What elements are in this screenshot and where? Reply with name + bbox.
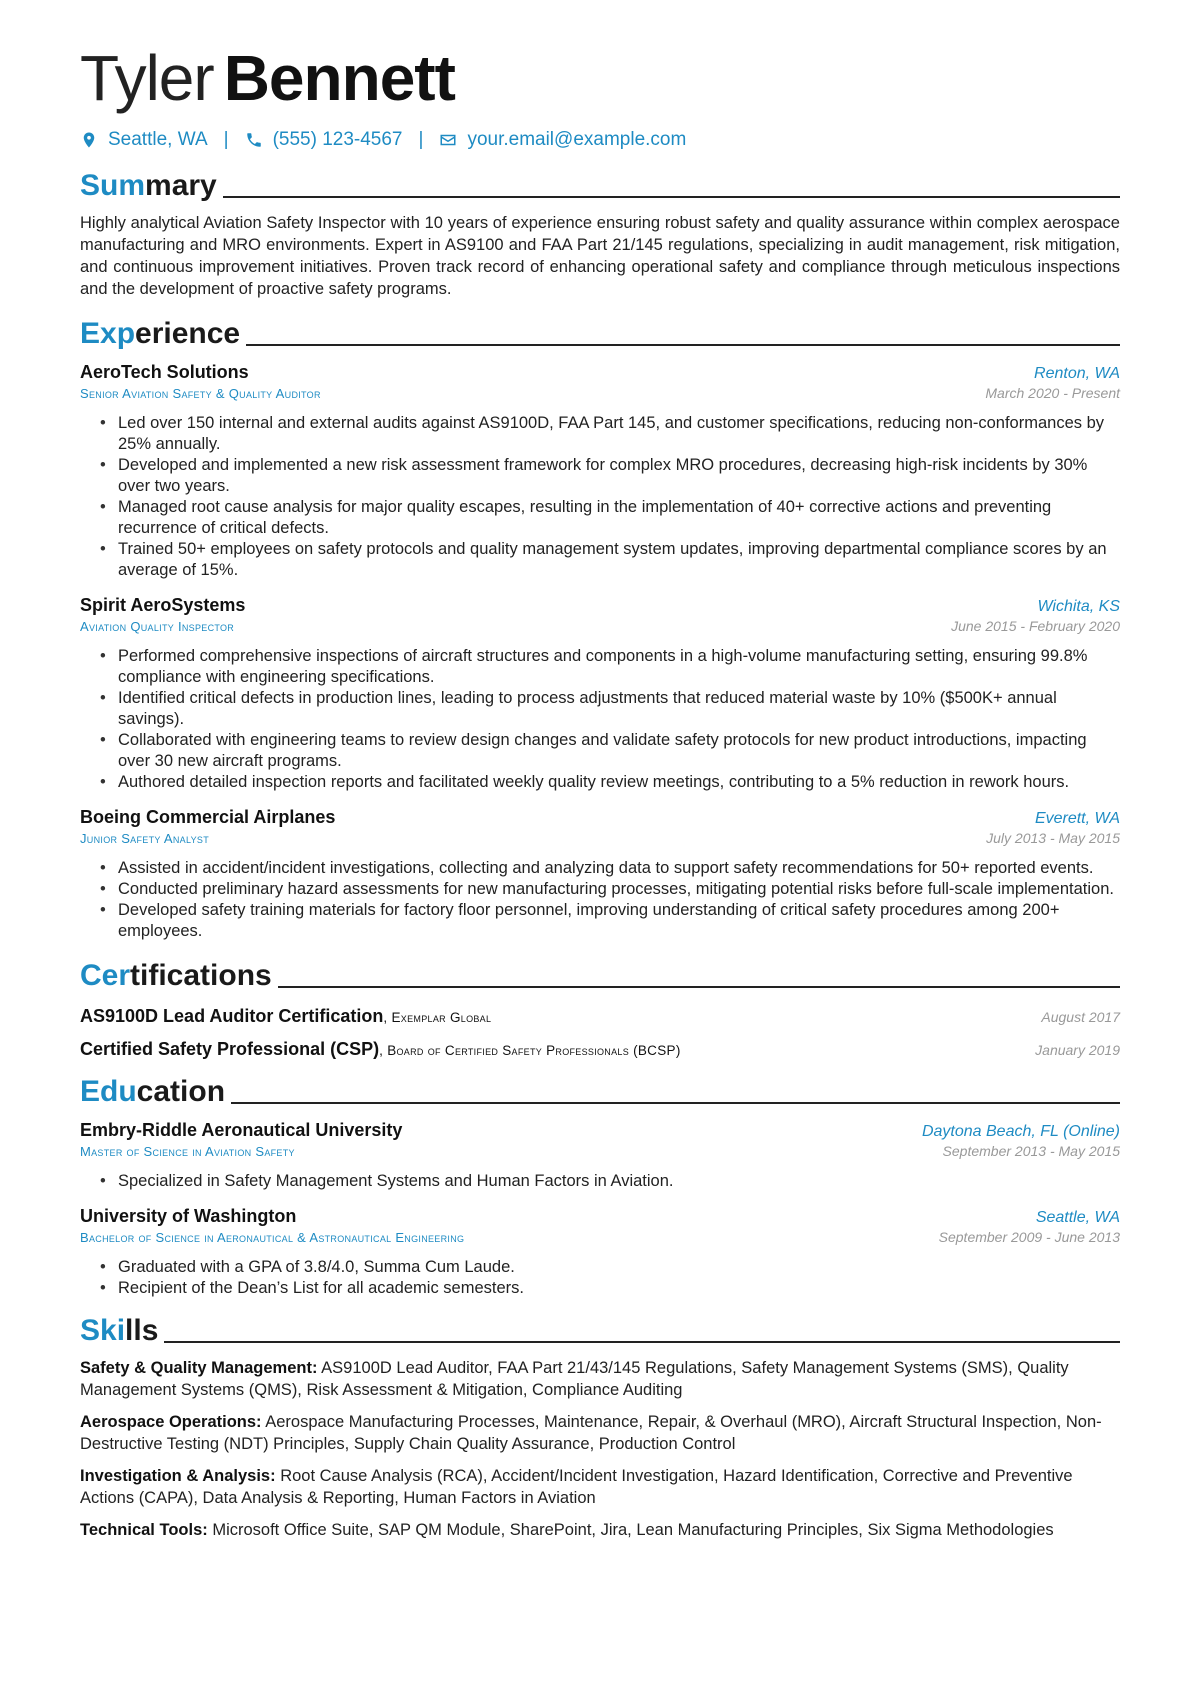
skill-group: [80, 1465, 1120, 1509]
list-item: • Developed and implemented a new risk assessment framework for complex MRO procedures, decreasing high-risk incidents by 30% over two years.: [118, 455, 1120, 497]
skill-list: Microsoft Office Suite, SAP QM Module, SharePoint, Jira, Lean Manufacturing Principles, Six Sigma Methodologies: [212, 1521, 1054, 1539]
job-dates: June 2015 - February 2020: [951, 618, 1120, 634]
skill-category: Aerospace Operations:: [80, 1413, 262, 1431]
section-title-rest: cation: [136, 1075, 226, 1108]
section-title-rest: lls: [125, 1314, 159, 1347]
section-title-accent: Exp: [80, 317, 136, 350]
list-item: • Specialized in Safety Management Systems and Human Factors in Aviation.: [118, 1171, 1120, 1192]
certifications-heading: [80, 954, 1120, 994]
summary-text: Highly analytical Aviation Safety Inspector with 10 years of experience ensuring robust safety and quality assurance within complex aerospace manufacturing and MRO environments. Expert in AS9100 and FAA Part 21/145 regulations, specializing in audit management, risk mitigation, and continuous improvement initiatives. Proven track record of enhancing operational safety and compliance through meticulous inspections and the development of proactive safety programs.: [80, 214, 1120, 298]
list-item: • Authored detailed inspection reports and facilitated weekly quality review meetings, contributing to a 5% reduction in rework hours.: [118, 772, 1120, 793]
experience-heading: [80, 312, 1120, 352]
phone-item[interactable]: [245, 129, 403, 151]
job-role: Senior Aviation Safety & Quality Auditor: [80, 386, 321, 401]
last-name: Bennett: [223, 42, 455, 114]
certification-date: August 2017: [1041, 1009, 1120, 1025]
job-location: Renton, WA: [1034, 365, 1120, 382]
section-title-accent: Ski: [80, 1314, 126, 1347]
job-dates: March 2020 - Present: [985, 385, 1120, 401]
job-bullets: [80, 858, 1120, 942]
section-rule: [231, 1102, 1120, 1104]
job-entry: [80, 807, 1120, 942]
first-name: Tyler: [80, 42, 214, 114]
location-item: [80, 129, 208, 151]
certification-date: January 2019: [1035, 1042, 1120, 1058]
list-item: • Graduated with a GPA of 3.8/4.0, Summa Cum Laude.: [118, 1257, 1120, 1278]
list-item: • Performed comprehensive inspections of aircraft structures and components in a high-volume manufacturing setting, ensuring 99.8% compliance with engineering specifications.: [118, 646, 1120, 688]
job-role: Junior Safety Analyst: [80, 831, 209, 846]
list-item: • Trained 50+ employees on safety protocols and quality management system updates, improving departmental compliance scores by an average of 15%.: [118, 539, 1120, 581]
map-pin-icon: [80, 131, 98, 149]
certification-item: AS9100D Lead Auditor Certification, Exemplar Global August 2017: [80, 1006, 1120, 1026]
job-location: Everett, WA: [1034, 810, 1120, 827]
certification-name: AS9100D Lead Auditor Certification: [80, 1006, 384, 1026]
list-item: • Recipient of the Dean’s List for all academic semesters.: [118, 1278, 1120, 1299]
contact-line: [80, 126, 1120, 154]
school-name: Embry-Riddle Aeronautical University: [80, 1120, 403, 1140]
phone-text[interactable]: (555) 123-4567: [272, 129, 403, 150]
certification-org: Board of Certified Safety Professionals (BCSP): [387, 1043, 681, 1058]
company-name: Boeing Commercial Airplanes: [80, 807, 336, 827]
job-bullets: [80, 646, 1120, 793]
school-location: Daytona Beach, FL (Online): [921, 1123, 1120, 1140]
list-item: • Collaborated with engineering teams to review design changes and validate safety protocols for new product introductions, impacting over 30 new aircraft programs.: [118, 730, 1120, 772]
list-item: • Developed safety training materials for factory floor personnel, improving understanding of critical safety procedures among 200+ employees.: [118, 900, 1120, 942]
education-heading: [80, 1070, 1120, 1110]
certification-name: Certified Safety Professional (CSP): [80, 1039, 380, 1059]
location-text: Seattle, WA: [108, 129, 208, 150]
skill-group: [80, 1519, 1120, 1541]
education-bullets: [80, 1171, 1120, 1192]
school-name: University of Washington: [80, 1206, 297, 1226]
education-bullets: [80, 1257, 1120, 1299]
skills-heading: [80, 1309, 1120, 1349]
list-item: • Assisted in accident/incident investigations, collecting and analyzing data to support safety recommendations for 50+ reported events.: [118, 858, 1120, 879]
education-entry: [80, 1120, 1120, 1192]
education-entry: [80, 1206, 1120, 1299]
envelope-icon: [439, 131, 457, 149]
job-role: Aviation Quality Inspector: [80, 619, 235, 634]
email-link[interactable]: your.email@example.com: [467, 129, 687, 150]
section-title-rest: tifications: [130, 959, 272, 992]
job-dates: July 2013 - May 2015: [986, 830, 1120, 846]
section-title-rest: erience: [135, 317, 241, 350]
candidate-name: [80, 40, 1120, 116]
list-item: • Identified critical defects in production lines, leading to process adjustments that reduced material waste by 10% ($500K+ annual savings).: [118, 688, 1120, 730]
contact-separator: |: [223, 129, 229, 150]
list-item: • Led over 150 internal and external audits against AS9100D, FAA Part 145, and customer specifications, reducing non-conformances by 25% annually.: [118, 413, 1120, 455]
school-location: Seattle, WA: [1035, 1209, 1120, 1226]
job-location: Wichita, KS: [1037, 598, 1120, 615]
skill-group: [80, 1357, 1120, 1401]
section-rule: [164, 1341, 1120, 1343]
skill-category: Safety & Quality Management:: [80, 1359, 318, 1377]
list-item: • Managed root cause analysis for major quality escapes, resulting in the implementation of 40+ corrective actions and preventing recurrence of critical defects.: [118, 497, 1120, 539]
skill-category: Investigation & Analysis:: [80, 1467, 276, 1485]
email-item[interactable]: [439, 129, 686, 151]
section-rule: [223, 196, 1120, 198]
section-rule: [246, 344, 1120, 346]
phone-icon: [245, 131, 263, 149]
school-dates: September 2009 - June 2013: [938, 1229, 1120, 1245]
skill-list: AS9100D Lead Auditor, FAA Part 21/43/145 Regulations, Safety Management Systems (SMS), Quality Management Systems (QMS), Risk Assessment & Mitigation, Compliance Auditing: [80, 1359, 1069, 1399]
school-dates: September 2013 - May 2015: [942, 1143, 1120, 1159]
section-rule: [278, 986, 1120, 988]
skill-group: [80, 1411, 1120, 1455]
section-title-accent: Cer: [80, 959, 131, 992]
company-name: Spirit AeroSystems: [80, 595, 246, 615]
summary-heading: [80, 164, 1120, 204]
job-bullets: [80, 413, 1120, 581]
certification-org: Exemplar Global: [391, 1010, 492, 1025]
skill-list: Root Cause Analysis (RCA), Accident/Incident Investigation, Hazard Identification, Corrective and Preventive Actions (CAPA), Data Analysis & Reporting, Human Factors in Aviation: [80, 1467, 1073, 1507]
degree-name: Bachelor of Science in Aeronautical & Astronautical Engineering: [80, 1230, 465, 1245]
skill-list: Aerospace Manufacturing Processes, Maintenance, Repair, & Overhaul (MRO), Aircraft Structural Inspection, Non-Destructive Testing (NDT) Principles, Supply Chain Quality Assurance, Production Control: [80, 1413, 1102, 1453]
job-entry: [80, 362, 1120, 581]
certification-item: Certified Safety Professional (CSP), Board of Certified Safety Professionals (BCSP) January 2019: [80, 1039, 1120, 1059]
section-title-accent: Sum: [80, 169, 146, 202]
contact-separator: |: [418, 129, 424, 150]
degree-name: Master of Science in Aviation Safety: [80, 1144, 295, 1159]
job-entry: [80, 595, 1120, 793]
section-title-accent: Edu: [80, 1075, 137, 1108]
skill-category: Technical Tools:: [80, 1521, 208, 1539]
company-name: AeroTech Solutions: [80, 362, 249, 382]
list-item: • Conducted preliminary hazard assessments for new manufacturing processes, mitigating potential risks before full-scale implementation.: [118, 879, 1120, 900]
section-title-rest: mary: [145, 169, 217, 202]
